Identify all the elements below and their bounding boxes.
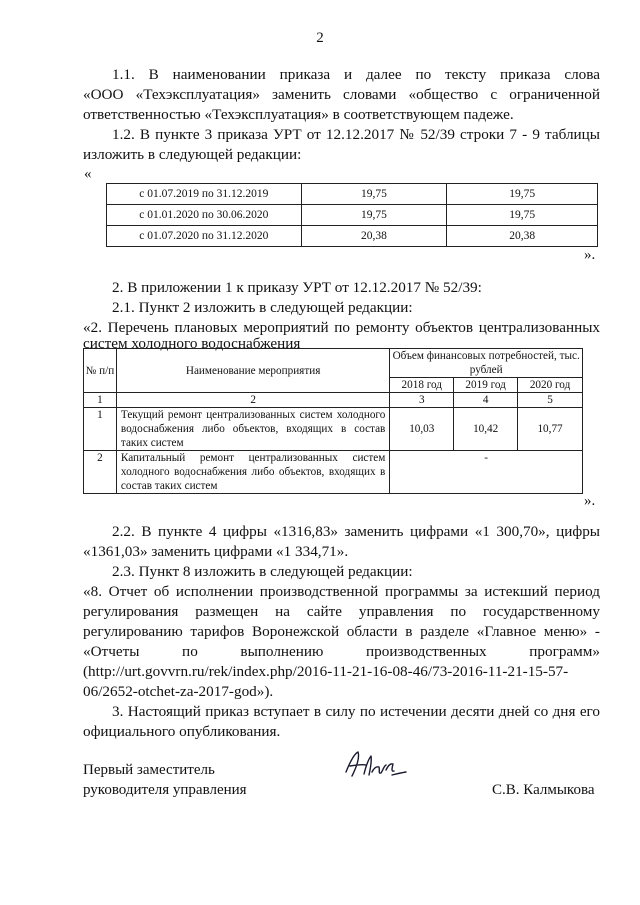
index-cell: 1 xyxy=(84,393,117,408)
value-cell: 10,03 xyxy=(390,408,454,451)
table-row xyxy=(84,451,583,494)
period-cell: с 01.07.2019 по 31.12.2019 xyxy=(107,184,302,205)
index-cell: 3 xyxy=(390,393,454,408)
index-cell: 4 xyxy=(454,393,518,408)
signatory-name: С.В. Калмыкова xyxy=(492,782,595,798)
quote-8-line-2: регулирования размещен на сайте управления по государственному xyxy=(83,603,600,620)
value-cell: 20,38 xyxy=(301,226,447,247)
paragraph-2-3: 2.3. Пункт 8 изложить в следующей редакции: xyxy=(112,563,413,580)
list-title-line-1: «2. Перечень плановых мероприятий по ремонту объектов централизованных xyxy=(83,319,600,336)
value-cell: 19,75 xyxy=(447,184,598,205)
quote-8-line-5: (http://urt.govvrn.ru/rek/index.php/2016-11-21-16-08-46/73-2016-11-21-15-57- xyxy=(83,663,569,680)
signatory-title-line-1: Первый заместитель xyxy=(83,762,215,778)
index-cell: 2 xyxy=(116,393,389,408)
measures-table xyxy=(83,348,583,494)
paragraph-1-2-line-2: изложить в следующей редакции: xyxy=(83,146,302,163)
paragraph-1-1-line-1: 1.1. В наименовании приказа и далее по тексту приказа слова xyxy=(112,66,600,83)
open-quote: « xyxy=(84,166,92,182)
header-name: Наименование мероприятия xyxy=(116,349,389,393)
row-num: 1 xyxy=(84,408,117,451)
handwritten-signature xyxy=(340,748,410,782)
paragraph-2-1: 2.1. Пункт 2 изложить в следующей редакции: xyxy=(112,299,413,316)
value-cell: 10,77 xyxy=(518,408,583,451)
quote-8-line-4: «Отчеты по выполнению производственных программ» xyxy=(83,643,600,660)
signatory-title-line-2: руководителя управления xyxy=(83,782,247,798)
quote-8-line-6: 06/2652-otchet-za-2017-god»). xyxy=(83,683,274,700)
paragraph-2-2-line-1: 2.2. В пункте 4 цифры «1316,83» заменить цифрами «1 300,70», цифры xyxy=(112,523,600,540)
value-cell: 19,75 xyxy=(447,205,598,226)
quote-8-line-3: регулированию тарифов Воронежской области в разделе «Главное меню» - xyxy=(83,623,600,640)
page-number: 2 xyxy=(316,30,324,46)
value-cell: 19,75 xyxy=(301,205,447,226)
value-cell: 19,75 xyxy=(301,184,447,205)
measure-name: Капитальный ремонт централизованных систем холодного водоснабжения либо объектов, входящих в состав таких систем xyxy=(116,451,389,494)
paragraph-3-line-2: официального опубликования. xyxy=(83,723,281,740)
paragraph-1-1-line-2: «ООО «Техэксплуатация» заменить словами «общество с ограниченной xyxy=(83,86,600,103)
table-row xyxy=(84,408,583,451)
table-row xyxy=(107,226,598,247)
header-year: 2020 год xyxy=(518,378,583,393)
value-cell: 20,38 xyxy=(447,226,598,247)
dash-cell: - xyxy=(390,451,583,494)
table-row xyxy=(84,393,583,408)
table-row xyxy=(107,184,598,205)
row-num: 2 xyxy=(84,451,117,494)
tariff-table xyxy=(106,183,598,247)
period-cell: с 01.01.2020 по 30.06.2020 xyxy=(107,205,302,226)
list-title-line-2: систем холодного водоснабжения xyxy=(83,335,301,352)
header-num: № п/п xyxy=(84,349,117,393)
paragraph-1-2-line-1: 1.2. В пункте 3 приказа УРТ от 12.12.2017 № 52/39 строки 7 - 9 таблицы xyxy=(112,126,600,143)
quote-8-line-1: «8. Отчет об исполнении производственной программы за истекший период xyxy=(83,583,600,600)
paragraph-2-2-line-2: «1361,03» заменить цифрами «1 334,71». xyxy=(83,543,349,560)
paragraph-1-1-line-3: ответственностью «Техэксплуатация» в соответствующем падеже. xyxy=(83,106,514,123)
paragraph-3-line-1: 3. Настоящий приказ вступает в силу по истечении десяти дней со дня его xyxy=(112,703,600,720)
period-cell: с 01.07.2020 по 31.12.2020 xyxy=(107,226,302,247)
value-cell: 10,42 xyxy=(454,408,518,451)
header-year: 2019 год xyxy=(454,378,518,393)
table-row xyxy=(107,205,598,226)
index-cell: 5 xyxy=(518,393,583,408)
close-quote: ». xyxy=(584,493,596,509)
measure-name: Текущий ремонт централизованных систем холодного водоснабжения либо объектов, входящих в состав таких систем xyxy=(116,408,389,451)
header-volume: Объем финансовых потребностей, тыс. рублей xyxy=(390,349,583,378)
header-year: 2018 год xyxy=(390,378,454,393)
paragraph-2: 2. В приложении 1 к приказу УРТ от 12.12.2017 № 52/39: xyxy=(112,279,482,296)
close-quote: ». xyxy=(584,247,596,263)
